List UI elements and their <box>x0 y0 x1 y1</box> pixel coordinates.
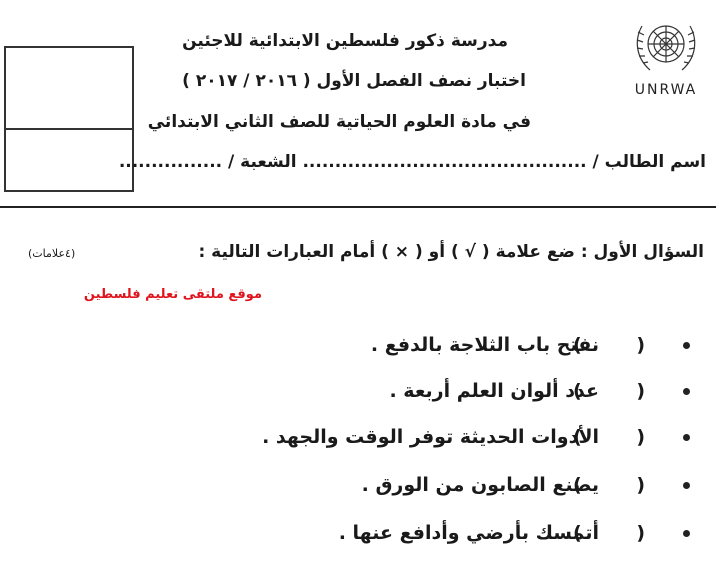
bullet-icon <box>683 530 690 537</box>
answer-bracket[interactable]: ( ) <box>573 426 669 448</box>
logo-text: UNRWA <box>634 82 698 98</box>
student-name-line: اسم الطالب / ............................................ الشعبة / ................ <box>118 152 706 172</box>
item-text: أتمسك بأرضي وأدافع عنها . <box>338 522 599 544</box>
grade-box-divider <box>6 128 132 130</box>
item-text: يصنع الصابون من الورق . <box>361 474 599 496</box>
exam-title: اختبار نصف الفصل الأول ( ٢٠١٦ / ٢٠١٧ ) <box>182 71 526 91</box>
question-marks: (٤علامات) <box>28 247 76 260</box>
header-divider <box>0 206 716 208</box>
question-item <box>389 380 690 402</box>
question-item <box>262 426 690 448</box>
unrwa-logo <box>628 14 704 104</box>
grade-box <box>4 46 134 192</box>
item-text: نفتح باب الثلاجة بالدفع . <box>370 334 599 356</box>
answer-bracket[interactable]: ( ) <box>573 334 669 356</box>
bullet-icon <box>683 434 690 441</box>
item-text: الأدوات الحديثة توفر الوقت والجهد . <box>262 426 599 448</box>
item-text: عدد ألوان العلم أربعة . <box>389 380 599 402</box>
answer-bracket[interactable]: ( ) <box>573 522 669 544</box>
answer-bracket[interactable]: ( ) <box>573 474 669 496</box>
watermark-text: موقع ملتقى تعليم فلسطين <box>83 287 262 302</box>
question-item <box>371 334 690 356</box>
question-item <box>339 522 690 544</box>
bullet-icon <box>683 388 690 395</box>
bullet-icon <box>683 482 690 489</box>
question-title: السؤال الأول : ضع علامة ( √ ) أو ( × ) أمام العبارات التالية : <box>198 242 704 262</box>
subject-line: في مادة العلوم الحياتية للصف الثاني الابتدائي <box>147 112 531 132</box>
un-emblem-icon <box>628 14 704 80</box>
school-name: مدرسة ذكور فلسطين الابتدائية للاجئين <box>182 31 508 51</box>
bullet-icon <box>683 342 690 349</box>
answer-bracket[interactable]: ( ) <box>573 380 669 402</box>
question-item <box>362 474 690 496</box>
